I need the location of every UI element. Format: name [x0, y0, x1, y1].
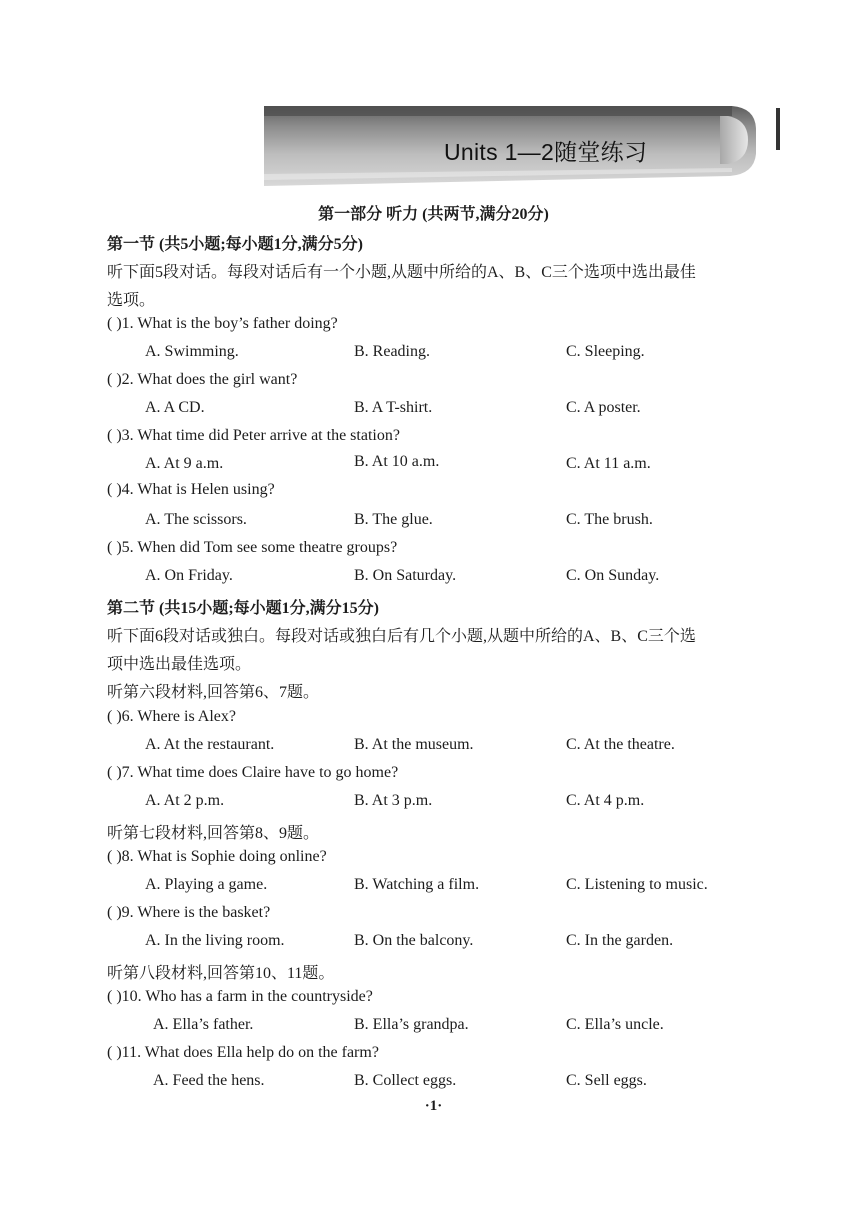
- option-b: B. The glue.: [354, 511, 433, 528]
- option-b: B. Ella’s grandpa.: [354, 1016, 469, 1033]
- question-9: [107, 904, 270, 922]
- part-title: 第一部分 听力 (共两节,满分20分): [318, 206, 549, 223]
- option-b: B. At 3 p.m.: [354, 792, 433, 809]
- material-6-instruction: 听第六段材料,回答第6、7题。: [107, 684, 320, 701]
- page-number: ·1·: [424, 1098, 443, 1114]
- question-10: [107, 988, 373, 1006]
- section1-instruction-line2: 选项。: [107, 292, 156, 309]
- option-c: C. A poster.: [566, 399, 641, 416]
- option-b: B. Watching a film.: [354, 876, 480, 893]
- question-1: [107, 315, 338, 333]
- option-c: C. At 11 a.m.: [566, 455, 651, 472]
- section1-instruction-line1: 听下面5段对话。每段对话后有一个小题,从题中所给的A、B、C三个选项中选出最佳: [107, 264, 696, 281]
- answer-blank[interactable]: ( ): [107, 988, 122, 1005]
- option-a: A. The scissors.: [145, 511, 247, 528]
- answer-blank[interactable]: ( ): [107, 315, 122, 332]
- question-text: 4. What is Helen using?: [121, 481, 275, 498]
- answer-blank[interactable]: ( ): [107, 904, 122, 921]
- worksheet-title: Units 1—2随堂练习: [444, 139, 648, 165]
- option-a: A. At the restaurant.: [145, 736, 275, 753]
- option-a: A. In the living room.: [145, 932, 285, 949]
- question-7: [107, 764, 398, 782]
- question-11: [107, 1044, 379, 1062]
- option-c: C. At the theatre.: [566, 736, 675, 753]
- answer-blank[interactable]: ( ): [107, 708, 122, 725]
- option-c: C. At 4 p.m.: [566, 792, 645, 809]
- option-c: C. In the garden.: [566, 932, 674, 949]
- option-a: A. Swimming.: [145, 343, 239, 360]
- question-text: 9. Where is the basket?: [121, 904, 271, 921]
- question-8: [107, 848, 327, 866]
- option-b: B. Reading.: [354, 343, 430, 360]
- material-7-instruction: 听第七段材料,回答第8、9题。: [107, 825, 320, 842]
- title-banner: [262, 102, 757, 190]
- option-a: A. Ella’s father.: [153, 1016, 254, 1033]
- question-text: 1. What is the boy’s father doing?: [121, 315, 338, 332]
- section1-heading: 第一节 (共5小题;每小题1分,满分5分): [107, 236, 363, 253]
- option-a: A. Feed the hens.: [153, 1072, 265, 1089]
- question-text: 11. What does Ella help do on the farm?: [121, 1044, 379, 1061]
- option-b: B. A T-shirt.: [354, 399, 433, 416]
- section2-heading: 第二节 (共15小题;每小题1分,满分15分): [107, 600, 379, 617]
- section2-instruction-line2: 项中选出最佳选项。: [107, 656, 252, 673]
- option-c: C. Sell eggs.: [566, 1072, 647, 1089]
- question-6: [107, 708, 236, 726]
- answer-blank[interactable]: ( ): [107, 371, 122, 388]
- option-b: B. At 10 a.m.: [354, 453, 440, 470]
- option-c: C. Ella’s uncle.: [566, 1016, 664, 1033]
- option-b: B. At the museum.: [354, 736, 474, 753]
- answer-blank[interactable]: ( ): [107, 848, 122, 865]
- question-text: 8. What is Sophie doing online?: [121, 848, 327, 865]
- question-2: [107, 371, 297, 389]
- option-a: A. At 9 a.m.: [145, 455, 224, 472]
- edge-mark: [776, 108, 780, 150]
- answer-blank[interactable]: ( ): [107, 427, 122, 444]
- option-a: A. A CD.: [145, 399, 205, 416]
- option-a: A. At 2 p.m.: [145, 792, 225, 809]
- option-a: A. On Friday.: [145, 567, 233, 584]
- answer-blank[interactable]: ( ): [107, 481, 122, 498]
- question-3: [107, 427, 400, 445]
- section2-instruction-line1: 听下面6段对话或独白。每段对话或独白后有几个小题,从题中所给的A、B、C三个选: [107, 628, 696, 645]
- option-c: C. The brush.: [566, 511, 653, 528]
- question-text: 2. What does the girl want?: [121, 371, 298, 388]
- question-text: 6. Where is Alex?: [121, 708, 236, 725]
- answer-blank[interactable]: ( ): [107, 1044, 122, 1061]
- option-c: C. On Sunday.: [566, 567, 660, 584]
- material-8-instruction: 听第八段材料,回答第10、11题。: [107, 965, 335, 982]
- question-4: [107, 481, 275, 499]
- option-c: C. Sleeping.: [566, 343, 645, 360]
- question-text: 5. When did Tom see some theatre groups?: [121, 539, 398, 556]
- question-text: 7. What time does Claire have to go home?: [121, 764, 399, 781]
- answer-blank[interactable]: ( ): [107, 764, 122, 781]
- option-b: B. Collect eggs.: [354, 1072, 457, 1089]
- option-a: A. Playing a game.: [145, 876, 268, 893]
- option-c: C. Listening to music.: [566, 876, 708, 893]
- question-text: 3. What time did Peter arrive at the station?: [121, 427, 400, 444]
- question-5: [107, 539, 397, 557]
- question-text: 10. Who has a farm in the countryside?: [121, 988, 373, 1005]
- option-b: B. On Saturday.: [354, 567, 457, 584]
- answer-blank[interactable]: ( ): [107, 539, 122, 556]
- option-b: B. On the balcony.: [354, 932, 474, 949]
